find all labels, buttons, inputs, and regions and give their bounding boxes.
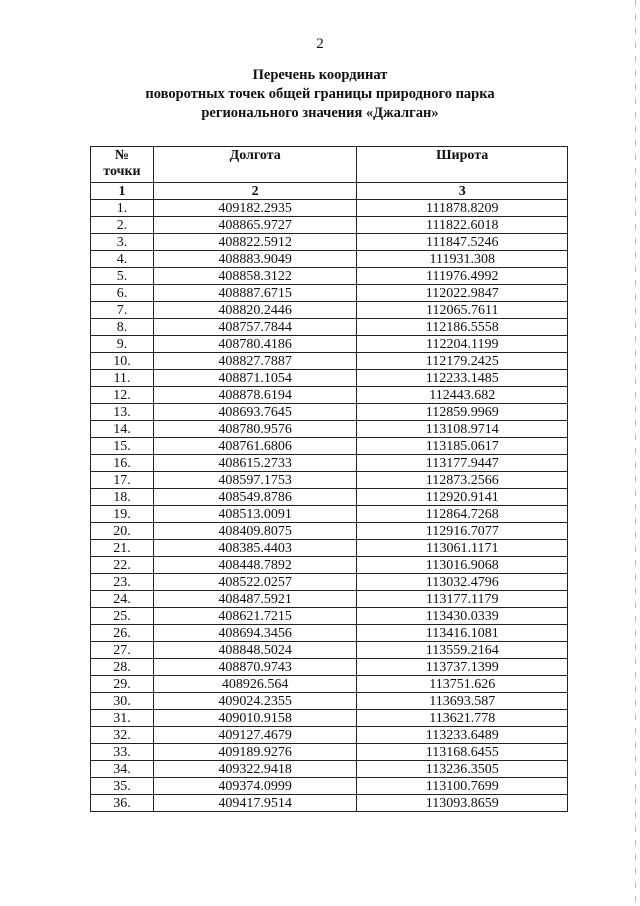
latitude-cell: 113185.0617 bbox=[357, 438, 568, 455]
table-row bbox=[91, 676, 568, 693]
latitude-cell: 113693.587 bbox=[357, 693, 568, 710]
point-number-cell: 20. bbox=[91, 523, 154, 540]
point-number-cell: 5. bbox=[91, 268, 154, 285]
table-row bbox=[91, 625, 568, 642]
longitude-cell: 408448.7892 bbox=[153, 557, 357, 574]
title-line-1: Перечень координат bbox=[252, 67, 388, 83]
longitude-cell: 408883.9049 bbox=[153, 251, 357, 268]
point-number-cell: 9. bbox=[91, 336, 154, 353]
point-number-cell: 32. bbox=[91, 727, 154, 744]
table-row bbox=[91, 421, 568, 438]
point-number-cell: 8. bbox=[91, 319, 154, 336]
latitude-cell: 112443.682 bbox=[357, 387, 568, 404]
header-point-number-label: № точки bbox=[103, 148, 141, 179]
point-number-cell: 11. bbox=[91, 370, 154, 387]
title-line-2: поворотных точек общей границы природного парка bbox=[145, 86, 495, 102]
table-row bbox=[91, 693, 568, 710]
latitude-cell: 112065.7611 bbox=[357, 302, 568, 319]
point-number-cell: 29. bbox=[91, 676, 154, 693]
table-row bbox=[91, 608, 568, 625]
latitude-cell: 112920.9141 bbox=[357, 489, 568, 506]
longitude-cell: 408409.8075 bbox=[153, 523, 357, 540]
table-body bbox=[91, 200, 568, 812]
point-number-cell: 19. bbox=[91, 506, 154, 523]
latitude-cell: 113093.8659 bbox=[357, 795, 568, 812]
latitude-cell: 113177.9447 bbox=[357, 455, 568, 472]
table-row bbox=[91, 268, 568, 285]
longitude-cell: 408926.564 bbox=[153, 676, 357, 693]
latitude-cell: 113621.778 bbox=[357, 710, 568, 727]
point-number-cell: 35. bbox=[91, 778, 154, 795]
table-row bbox=[91, 727, 568, 744]
column-number-1: 1 bbox=[91, 183, 154, 200]
longitude-cell: 408693.7645 bbox=[153, 404, 357, 421]
longitude-cell: 408549.8786 bbox=[153, 489, 357, 506]
table-row bbox=[91, 506, 568, 523]
latitude-cell: 112022.9847 bbox=[357, 285, 568, 302]
point-number-cell: 7. bbox=[91, 302, 154, 319]
table-row bbox=[91, 540, 568, 557]
point-number-cell: 33. bbox=[91, 744, 154, 761]
latitude-cell: 113236.3505 bbox=[357, 761, 568, 778]
point-number-cell: 6. bbox=[91, 285, 154, 302]
longitude-cell: 408858.3122 bbox=[153, 268, 357, 285]
scan-edge-mark bbox=[635, 0, 636, 906]
longitude-cell: 409322.9418 bbox=[153, 761, 357, 778]
point-number-cell: 34. bbox=[91, 761, 154, 778]
latitude-cell: 113233.6489 bbox=[357, 727, 568, 744]
table-row bbox=[91, 761, 568, 778]
point-number-cell: 14. bbox=[91, 421, 154, 438]
table-row bbox=[91, 438, 568, 455]
longitude-cell: 409010.9158 bbox=[153, 710, 357, 727]
latitude-cell: 111878.8209 bbox=[357, 200, 568, 217]
longitude-cell: 408597.1753 bbox=[153, 472, 357, 489]
longitude-cell: 409374.0999 bbox=[153, 778, 357, 795]
point-number-cell: 28. bbox=[91, 659, 154, 676]
table-row bbox=[91, 234, 568, 251]
longitude-cell: 408385.4403 bbox=[153, 540, 357, 557]
latitude-cell: 111847.5246 bbox=[357, 234, 568, 251]
longitude-cell: 408761.6806 bbox=[153, 438, 357, 455]
table-row bbox=[91, 574, 568, 591]
latitude-cell: 112873.2566 bbox=[357, 472, 568, 489]
table-row bbox=[91, 319, 568, 336]
latitude-cell: 112916.7077 bbox=[357, 523, 568, 540]
table-row bbox=[91, 778, 568, 795]
table-row bbox=[91, 370, 568, 387]
column-number-3: 3 bbox=[357, 183, 568, 200]
table-row bbox=[91, 489, 568, 506]
point-number-cell: 4. bbox=[91, 251, 154, 268]
column-numbers-row bbox=[91, 183, 568, 200]
latitude-cell: 113416.1081 bbox=[357, 625, 568, 642]
latitude-cell: 112179.2425 bbox=[357, 353, 568, 370]
point-number-cell: 26. bbox=[91, 625, 154, 642]
latitude-cell: 113168.6455 bbox=[357, 744, 568, 761]
header-latitude: Широта bbox=[357, 147, 568, 183]
longitude-cell: 408780.4186 bbox=[153, 336, 357, 353]
point-number-cell: 12. bbox=[91, 387, 154, 404]
longitude-cell: 409127.4679 bbox=[153, 727, 357, 744]
point-number-cell: 31. bbox=[91, 710, 154, 727]
page-number: 2 bbox=[316, 36, 324, 52]
latitude-cell: 113016.9068 bbox=[357, 557, 568, 574]
table-row bbox=[91, 285, 568, 302]
latitude-cell: 112186.5558 bbox=[357, 319, 568, 336]
document-title bbox=[0, 66, 640, 123]
point-number-cell: 22. bbox=[91, 557, 154, 574]
longitude-cell: 408865.9727 bbox=[153, 217, 357, 234]
table-row bbox=[91, 591, 568, 608]
table-row bbox=[91, 353, 568, 370]
table-header-row bbox=[91, 147, 568, 183]
point-number-cell: 36. bbox=[91, 795, 154, 812]
point-number-cell: 21. bbox=[91, 540, 154, 557]
longitude-cell: 409182.2935 bbox=[153, 200, 357, 217]
latitude-cell: 111822.6018 bbox=[357, 217, 568, 234]
table-row bbox=[91, 523, 568, 540]
coordinates-table bbox=[90, 146, 568, 812]
latitude-cell: 113737.1399 bbox=[357, 659, 568, 676]
table-row bbox=[91, 336, 568, 353]
point-number-cell: 15. bbox=[91, 438, 154, 455]
latitude-cell: 112204.1199 bbox=[357, 336, 568, 353]
point-number-cell: 10. bbox=[91, 353, 154, 370]
longitude-cell: 409024.2355 bbox=[153, 693, 357, 710]
latitude-cell: 113559.2164 bbox=[357, 642, 568, 659]
latitude-cell: 112859.9969 bbox=[357, 404, 568, 421]
longitude-cell: 408822.5912 bbox=[153, 234, 357, 251]
table-row bbox=[91, 557, 568, 574]
latitude-cell: 113108.9714 bbox=[357, 421, 568, 438]
point-number-cell: 25. bbox=[91, 608, 154, 625]
table-row bbox=[91, 302, 568, 319]
table-row bbox=[91, 659, 568, 676]
longitude-cell: 408757.7844 bbox=[153, 319, 357, 336]
longitude-cell: 408694.3456 bbox=[153, 625, 357, 642]
point-number-cell: 13. bbox=[91, 404, 154, 421]
longitude-cell: 408887.6715 bbox=[153, 285, 357, 302]
longitude-cell: 408780.9576 bbox=[153, 421, 357, 438]
longitude-cell: 408878.6194 bbox=[153, 387, 357, 404]
table-row bbox=[91, 251, 568, 268]
latitude-cell: 113061.1171 bbox=[357, 540, 568, 557]
longitude-cell: 408513.0091 bbox=[153, 506, 357, 523]
point-number-cell: 23. bbox=[91, 574, 154, 591]
table-row bbox=[91, 455, 568, 472]
latitude-cell: 113100.7699 bbox=[357, 778, 568, 795]
longitude-cell: 408522.0257 bbox=[153, 574, 357, 591]
table-row bbox=[91, 387, 568, 404]
longitude-cell: 408827.7887 bbox=[153, 353, 357, 370]
longitude-cell: 408871.1054 bbox=[153, 370, 357, 387]
point-number-cell: 2. bbox=[91, 217, 154, 234]
title-line-3: регионального значения «Джалган» bbox=[201, 105, 439, 121]
longitude-cell: 409417.9514 bbox=[153, 795, 357, 812]
table-row bbox=[91, 642, 568, 659]
table-row bbox=[91, 217, 568, 234]
latitude-cell: 113751.626 bbox=[357, 676, 568, 693]
header-point-number bbox=[91, 147, 154, 183]
latitude-cell: 111976.4992 bbox=[357, 268, 568, 285]
latitude-cell: 113032.4796 bbox=[357, 574, 568, 591]
longitude-cell: 409189.9276 bbox=[153, 744, 357, 761]
latitude-cell: 112864.7268 bbox=[357, 506, 568, 523]
longitude-cell: 408487.5921 bbox=[153, 591, 357, 608]
longitude-cell: 408870.9743 bbox=[153, 659, 357, 676]
point-number-cell: 24. bbox=[91, 591, 154, 608]
column-number-2: 2 bbox=[153, 183, 357, 200]
latitude-cell: 112233.1485 bbox=[357, 370, 568, 387]
table-row bbox=[91, 472, 568, 489]
table-row bbox=[91, 795, 568, 812]
point-number-cell: 30. bbox=[91, 693, 154, 710]
header-longitude: Долгота bbox=[153, 147, 357, 183]
latitude-cell: 113430.0339 bbox=[357, 608, 568, 625]
latitude-cell: 111931.308 bbox=[357, 251, 568, 268]
point-number-cell: 18. bbox=[91, 489, 154, 506]
longitude-cell: 408848.5024 bbox=[153, 642, 357, 659]
longitude-cell: 408621.7215 bbox=[153, 608, 357, 625]
latitude-cell: 113177.1179 bbox=[357, 591, 568, 608]
point-number-cell: 27. bbox=[91, 642, 154, 659]
point-number-cell: 17. bbox=[91, 472, 154, 489]
point-number-cell: 3. bbox=[91, 234, 154, 251]
table-row bbox=[91, 744, 568, 761]
table-row bbox=[91, 404, 568, 421]
table-row bbox=[91, 710, 568, 727]
longitude-cell: 408820.2446 bbox=[153, 302, 357, 319]
point-number-cell: 1. bbox=[91, 200, 154, 217]
longitude-cell: 408615.2733 bbox=[153, 455, 357, 472]
table-row bbox=[91, 200, 568, 217]
point-number-cell: 16. bbox=[91, 455, 154, 472]
